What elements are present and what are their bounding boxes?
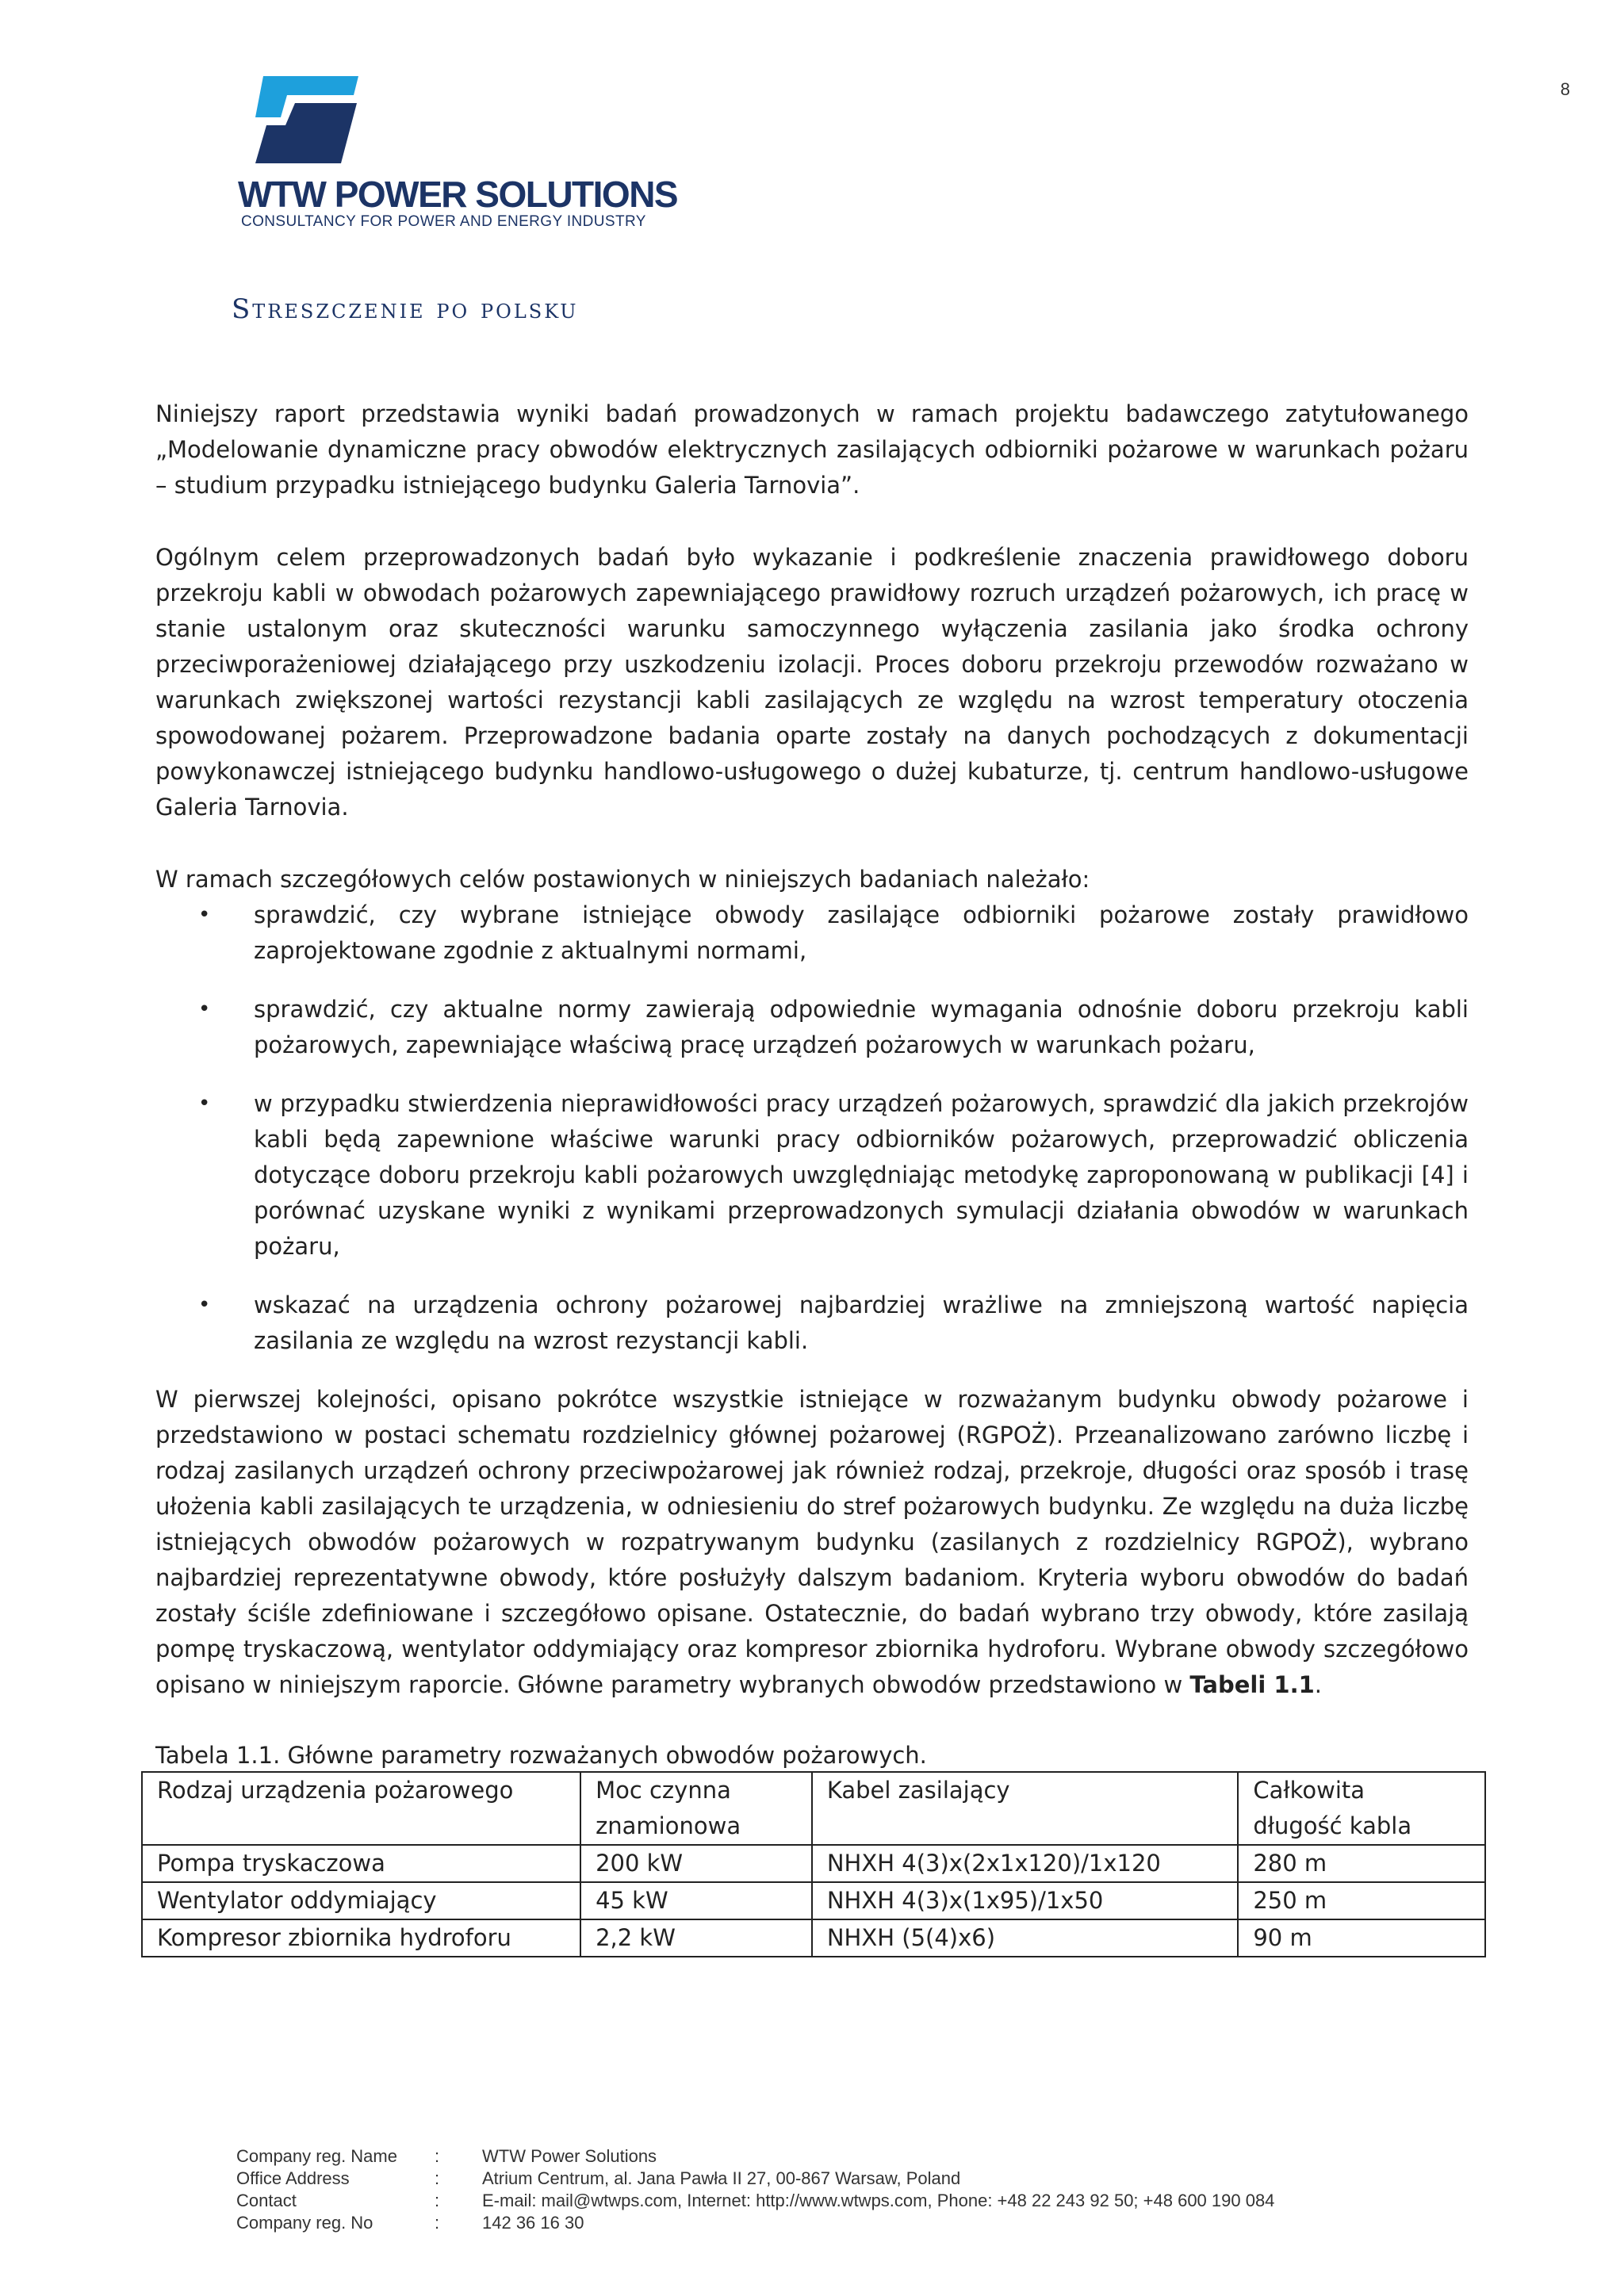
list-item [155, 897, 1469, 969]
footer-value: 142 36 16 30 [482, 2213, 584, 2233]
company-footer [236, 2145, 1274, 2234]
logo-tagline: CONSULTANCY FOR POWER AND ENERGY INDUSTRY [241, 213, 646, 230]
bullet-icon: • [198, 997, 211, 1021]
cell-cable: NHXH 4(3)x(1x95)/1x50 [812, 1882, 1239, 1919]
footer-row [236, 2190, 1274, 2212]
header-length [1238, 1772, 1485, 1845]
list-item-text: sprawdzić, czy wybrane istniejące obwody zasilające odbiorniki pożarowe zostały prawidłowo zaprojektowane zgodnie z aktualnymi normami, [254, 901, 1469, 964]
header-cable-text: Kabel zasilający [826, 1777, 1010, 1804]
report-body [155, 396, 1469, 1957]
cell-power: 200 kW [580, 1845, 812, 1882]
list-item [155, 1086, 1469, 1265]
header-cable [812, 1772, 1239, 1845]
footer-value: WTW Power Solutions [482, 2146, 657, 2166]
table-caption: Tabela 1.1. Główne parametry rozważanych obwodów pożarowych. [155, 1742, 927, 1769]
footer-separator: : [435, 2191, 440, 2210]
footer-row [236, 2145, 1274, 2168]
footer-value: Atrium Centrum, al. Jana Pawła II 27, 00-867 Warsaw, Poland [482, 2168, 961, 2188]
paragraph-objectives-intro: W ramach szczegółowych celów postawionych w niniejszych badaniach należało: [155, 866, 1090, 893]
list-item-text: sprawdzić, czy aktualne normy zawierają odpowiednie wymagania odnośnie doboru przekroju kabli pożarowych, zapewniające właściwą pracę urządzeń pożarowych w warunkach pożaru, [254, 996, 1469, 1058]
header-length-line1: Całkowita [1253, 1777, 1365, 1804]
list-item [155, 992, 1469, 1063]
list-item [155, 1288, 1469, 1359]
page-number: 8 [1560, 79, 1570, 99]
table-reference: Tabeli 1.1 [1189, 1671, 1315, 1698]
cell-length: 250 m [1238, 1882, 1485, 1919]
cell-device: Wentylator oddymiający [142, 1882, 580, 1919]
bullet-icon: • [198, 903, 211, 927]
footer-label: Contact [236, 2191, 297, 2210]
footer-separator: : [435, 2168, 440, 2188]
list-item-text: w przypadku stwierdzenia nieprawidłowości pracy urządzeń pożarowych, sprawdzić dla jakich przekrojów kabli będą zapewnione właściwe warunki pracy odbiorników pożarowych, przeprowadzić obliczenia dotyczące doboru przekroju kabli pożarowych uwzględniając metodykę zaproponowaną w publikacji [4] i porównać uzyskane wyniki z wynikami przeprowadzonych symulacji działania obwodów w warunkach pożaru, [254, 1090, 1469, 1260]
parameters-table [141, 1771, 1486, 1957]
table-row [142, 1882, 1485, 1919]
logo-company-name: WTW POWER SOLUTIONS [238, 174, 678, 215]
paragraph-circuits-end: . [1314, 1671, 1322, 1698]
logo-mark-icon [255, 76, 358, 163]
objectives-list [155, 897, 1469, 1359]
paragraph-goal: Ogólnym celem przeprowadzonych badań było wykazanie i podkreślenie znaczenia prawidłowego doboru przekroju kabli w obwodach pożarowych zapewniającego prawidłowy rozruch urządzeń pożarowych, ich pracę w stanie ustalonym oraz skuteczności warunku samoczynnego wyłączenia zasilania jako środka ochrony przeciwporażeniowej działającego przy uszkodzeniu izolacji. Proces doboru przekroju przewodów rozważano w warunkach zwiększonej wartości rezystancji kabli zasilających ze względu na wzrost temperatury otoczenia spowodowanej pożarem. Przeprowadzone badania oparte zostały na danych pochodzących z dokumentacji powykonawczej istniejącego budynku handlowo-usługowego o dużej kubaturze, tj. centrum handlowo-usługowe Galeria Tarnovia. [155, 544, 1469, 821]
table-row [142, 1919, 1485, 1957]
footer-label: Company reg. No [236, 2213, 373, 2233]
cell-power: 2,2 kW [580, 1919, 812, 1957]
list-item-text: wskazać na urządzenia ochrony pożarowej najbardziej wrażliwe na zmniejszoną wartość napięcia zasilania ze względu na wzrost rezystancji kabli. [254, 1292, 1469, 1354]
section-title: Streszczenie po polsku [232, 293, 579, 325]
header-power-line2: znamionowa [596, 1812, 741, 1839]
cell-length: 280 m [1238, 1845, 1485, 1882]
table-header-row [142, 1772, 1485, 1845]
footer-row [236, 2212, 1274, 2234]
cell-cable: NHXH 4(3)x(2x1x120)/1x120 [812, 1845, 1239, 1882]
paragraph-circuits-text: W pierwszej kolejności, opisano pokrótce wszystkie istniejące w rozważanym budynku obwody pożarowe i przedstawiono w postaci schematu rozdzielnicy głównej pożarowej (RGPOŻ). Przeanalizowano zarówno liczbę i rodzaj zasilanych urządzeń ochrony przeciwpożarowej jak również rodzaj, przekroje, długości oraz sposób i trasę ułożenia kabli zasilających te urządzenia, w odniesieniu do stref pożarowych budynku. Ze względu na duża liczbę istniejących obwodów pożarowych w rozpatrywanym budynku (zasilanych z rozdzielnicy RGPOŻ), wybrano najbardziej reprezentatywne obwody, które posłużyły dalszym badaniom. Kryteria wyboru obwodów do badań zostały ściśle zdefiniowane i szczegółowo opisane. Ostatecznie, do badań wybrano trzy obwody, które zasilają pompę tryskaczową, wentylator oddymiający oraz kompresor zbiornika hydroforu. Wybrane obwody szczegółowo opisano w niniejszym raporcie. Główne parametry wybranych obwodów przedstawiono w [155, 1386, 1469, 1698]
table-row [142, 1845, 1485, 1882]
header-power-line1: Moc czynna [596, 1777, 731, 1804]
company-logo [238, 76, 682, 235]
bullet-icon: • [198, 1092, 211, 1115]
footer-separator: : [435, 2146, 440, 2166]
cell-length: 90 m [1238, 1919, 1485, 1957]
footer-label: Office Address [236, 2168, 350, 2188]
header-length-line2: długość kabla [1253, 1812, 1412, 1839]
cell-cable: NHXH (5(4)x6) [812, 1919, 1239, 1957]
cell-power: 45 kW [580, 1882, 812, 1919]
footer-label: Company reg. Name [236, 2146, 397, 2166]
header-device [142, 1772, 580, 1845]
paragraph-circuits [155, 1382, 1469, 1703]
footer-separator: : [435, 2213, 440, 2233]
cell-device: Pompa tryskaczowa [142, 1845, 580, 1882]
paragraph-intro: Niniejszy raport przedstawia wyniki badań prowadzonych w ramach projektu badawczego zatytułowanego „Modelowanie dynamiczne pracy obwodów elektrycznych zasilających odbiorniki pożarowe w warunkach pożaru – studium przypadku istniejącego budynku Galeria Tarnovia”. [155, 400, 1469, 499]
footer-row [236, 2168, 1274, 2190]
footer-value: E-mail: mail@wtwps.com, Internet: http://www.wtwps.com, Phone: +48 22 243 92 50; +48 600 190 084 [482, 2191, 1275, 2210]
cell-device: Kompresor zbiornika hydroforu [142, 1919, 580, 1957]
header-device-text: Rodzaj urządzenia pożarowego [157, 1777, 514, 1804]
bullet-icon: • [198, 1293, 211, 1317]
header-power [580, 1772, 812, 1845]
